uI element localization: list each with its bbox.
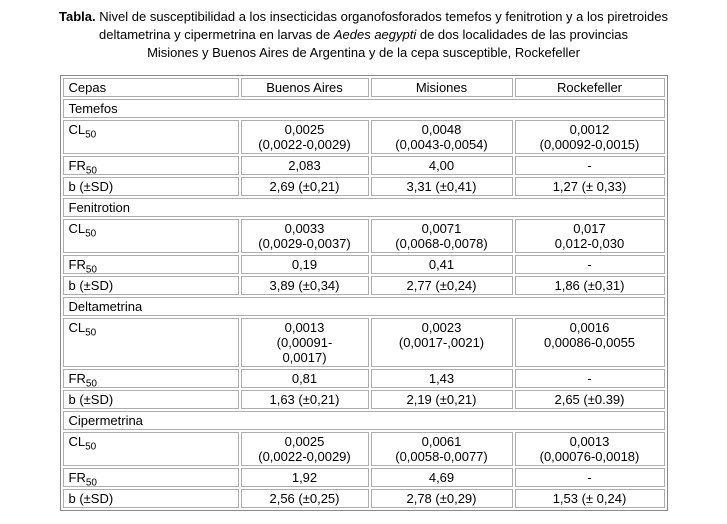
- value-line: 0,0016: [569, 320, 610, 335]
- cell-deltametrina-b-buenos-aires: 1,63 (±0,21): [241, 390, 369, 409]
- row-label-fr50: [63, 468, 239, 487]
- section-title-deltametrina: Deltametrina: [63, 297, 665, 316]
- cell-deltametrina-b-rockefeller: 2,65 (±0.39): [515, 390, 665, 409]
- caption-text-1: Nivel de susceptibilidad a los insecticidas organofosforados temefos y fenitrotion y a los piretroides: [95, 9, 668, 24]
- susceptibility-table: [60, 75, 668, 511]
- label-cl: CL: [68, 434, 86, 449]
- value-line: 0,0048: [421, 122, 462, 137]
- label-fr-subscript: 50: [85, 378, 97, 388]
- row-label-b: b (±SD): [63, 276, 239, 295]
- cell-cipermetrina-cl50-buenos-aires: [241, 432, 369, 466]
- cell-temefos-fr50-rockefeller: -: [515, 156, 665, 175]
- cell-fenitrotion-b-buenos-aires: 3,89 (±0,34): [241, 276, 369, 295]
- cell-cipermetrina-cl50-misiones: [371, 432, 513, 466]
- row-deltametrina-fr50: [63, 369, 665, 388]
- cell-fenitrotion-cl50-misiones: [371, 219, 513, 253]
- row-label-fr50: [63, 369, 239, 388]
- label-fr-subscript: 50: [85, 477, 97, 487]
- cell-temefos-fr50-buenos-aires: 2,083: [241, 156, 369, 175]
- cell-temefos-b-misiones: 3,31 (±0,41): [371, 177, 513, 196]
- value-line: (0,00091-: [276, 335, 333, 350]
- label-cl-subscript: 50: [85, 129, 97, 141]
- cell-cipermetrina-cl50-rockefeller: [515, 432, 665, 466]
- caption-species-name: Aedes aegypti: [333, 27, 417, 42]
- cell-cipermetrina-b-misiones: 2,78 (±0,29): [371, 489, 513, 508]
- section-title-temefos: Temefos: [63, 99, 665, 118]
- value-line: (0,0058-0,0077): [395, 449, 488, 464]
- label-fr: FR: [68, 158, 86, 173]
- value-line: 0,0071: [421, 221, 462, 236]
- value-line: (0,00076-0,0018): [539, 449, 640, 464]
- cell-temefos-cl50-rockefeller: [515, 120, 665, 154]
- section-row-cipermetrina: [63, 411, 665, 430]
- cell-fenitrotion-cl50-rockefeller: [515, 219, 665, 253]
- cell-cipermetrina-fr50-buenos-aires: 1,92: [241, 468, 369, 487]
- header-cepas: Cepas: [63, 78, 239, 97]
- cell-fenitrotion-cl50-buenos-aires: [241, 219, 369, 253]
- cell-cipermetrina-fr50-rockefeller: -: [515, 468, 665, 487]
- label-fr: FR: [68, 371, 86, 386]
- value-line: 0,012-0,030: [554, 236, 625, 251]
- table-caption: [0, 0, 727, 62]
- row-label-b: b (±SD): [63, 390, 239, 409]
- value-line: 0,0061: [421, 434, 462, 449]
- cell-deltametrina-fr50-buenos-aires: 0,81: [241, 369, 369, 388]
- caption-line-1: [0, 8, 727, 26]
- value-line: (0,0029-0,0037): [258, 236, 351, 251]
- caption-text-2a: deltametrina y cipermetrina en larvas de: [99, 27, 334, 42]
- label-fr-subscript: 50: [85, 264, 97, 274]
- row-deltametrina-b: [63, 390, 665, 409]
- value-line: (0,0022-0,0029): [258, 137, 351, 152]
- row-temefos-b: [63, 177, 665, 196]
- label-cl-subscript: 50: [85, 327, 97, 339]
- row-fenitrotion-cl50: [63, 219, 665, 253]
- cell-deltametrina-cl50-misiones: [371, 318, 513, 367]
- cell-fenitrotion-b-rockefeller: 1,86 (±0,31): [515, 276, 665, 295]
- section-title-cipermetrina: Cipermetrina: [63, 411, 665, 430]
- cell-cipermetrina-b-rockefeller: 1,53 (± 0,24): [515, 489, 665, 508]
- value-line: 0,0012: [569, 122, 610, 137]
- value-line: 0,00086-0,0055: [543, 335, 636, 350]
- value-line: (0,0017-,0021): [398, 335, 485, 350]
- label-fr: FR: [68, 257, 86, 272]
- row-cipermetrina-cl50: [63, 432, 665, 466]
- row-label-cl50: [63, 432, 239, 466]
- cell-fenitrotion-b-misiones: 2,77 (±0,24): [371, 276, 513, 295]
- value-line: 0,0025: [284, 434, 325, 449]
- section-title-fenitrotion: Fenitrotion: [63, 198, 665, 217]
- header-buenos-aires: Buenos Aires: [241, 78, 369, 97]
- caption-line-2: [0, 26, 727, 44]
- cell-deltametrina-b-misiones: 2,19 (±0,21): [371, 390, 513, 409]
- row-temefos-cl50: [63, 120, 665, 154]
- section-row-fenitrotion: [63, 198, 665, 217]
- row-label-b: b (±SD): [63, 177, 239, 196]
- caption-text-2b: de dos localidades de las provincias: [416, 27, 628, 42]
- cell-deltametrina-fr50-misiones: 1,43: [371, 369, 513, 388]
- row-cipermetrina-b: [63, 489, 665, 508]
- cell-fenitrotion-fr50-buenos-aires: 0,19: [241, 255, 369, 274]
- label-cl: CL: [68, 122, 86, 137]
- cell-temefos-cl50-misiones: [371, 120, 513, 154]
- row-label-fr50: [63, 156, 239, 175]
- label-cl-subscript: 50: [85, 441, 97, 453]
- cell-deltametrina-cl50-rockefeller: [515, 318, 665, 367]
- cell-temefos-fr50-misiones: 4,00: [371, 156, 513, 175]
- row-label-fr50: [63, 255, 239, 274]
- cell-temefos-b-rockefeller: 1,27 (± 0,33): [515, 177, 665, 196]
- label-cl: CL: [68, 221, 86, 236]
- value-line: 0,0023: [421, 320, 462, 335]
- cell-cipermetrina-fr50-misiones: 4,69: [371, 468, 513, 487]
- label-cl: CL: [68, 320, 86, 335]
- header-rockefeller: Rockefeller: [515, 78, 665, 97]
- value-line: 0,0017): [282, 350, 327, 365]
- value-line: (0,0068-0,0078): [395, 236, 488, 251]
- row-fenitrotion-fr50: [63, 255, 665, 274]
- row-temefos-fr50: [63, 156, 665, 175]
- cell-fenitrotion-fr50-rockefeller: -: [515, 255, 665, 274]
- value-line: 0,0013: [569, 434, 610, 449]
- label-fr-subscript: 50: [85, 165, 97, 175]
- row-cipermetrina-fr50: [63, 468, 665, 487]
- header-misiones: Misiones: [371, 78, 513, 97]
- value-line: (0,00092-0,0015): [539, 137, 640, 152]
- row-label-b: b (±SD): [63, 489, 239, 508]
- cell-fenitrotion-fr50-misiones: 0,41: [371, 255, 513, 274]
- header-row: [63, 78, 665, 97]
- cell-temefos-b-buenos-aires: 2,69 (±0,21): [241, 177, 369, 196]
- value-line: (0,0043-0,0054): [395, 137, 488, 152]
- label-fr: FR: [68, 470, 86, 485]
- cell-cipermetrina-b-buenos-aires: 2,56 (±0,25): [241, 489, 369, 508]
- row-label-cl50: [63, 219, 239, 253]
- value-line: 0,017: [573, 221, 606, 236]
- caption-table-label: Tabla.: [59, 9, 96, 24]
- row-label-cl50: [63, 318, 239, 367]
- value-line: 0,0025: [284, 122, 325, 137]
- row-fenitrotion-b: [63, 276, 665, 295]
- cell-deltametrina-cl50-buenos-aires: [241, 318, 369, 367]
- section-row-deltametrina: [63, 297, 665, 316]
- value-line: 0,0013: [284, 320, 325, 335]
- cell-temefos-cl50-buenos-aires: [241, 120, 369, 154]
- caption-line-3: Misiones y Buenos Aires de Argentina y de la cepa susceptible, Rockefeller: [147, 45, 580, 60]
- value-line: (0,0022-0,0029): [258, 449, 351, 464]
- value-line: 0,0033: [284, 221, 325, 236]
- row-deltametrina-cl50: [63, 318, 665, 367]
- cell-deltametrina-fr50-rockefeller: -: [515, 369, 665, 388]
- section-row-temefos: [63, 99, 665, 118]
- row-label-cl50: [63, 120, 239, 154]
- label-cl-subscript: 50: [85, 228, 97, 240]
